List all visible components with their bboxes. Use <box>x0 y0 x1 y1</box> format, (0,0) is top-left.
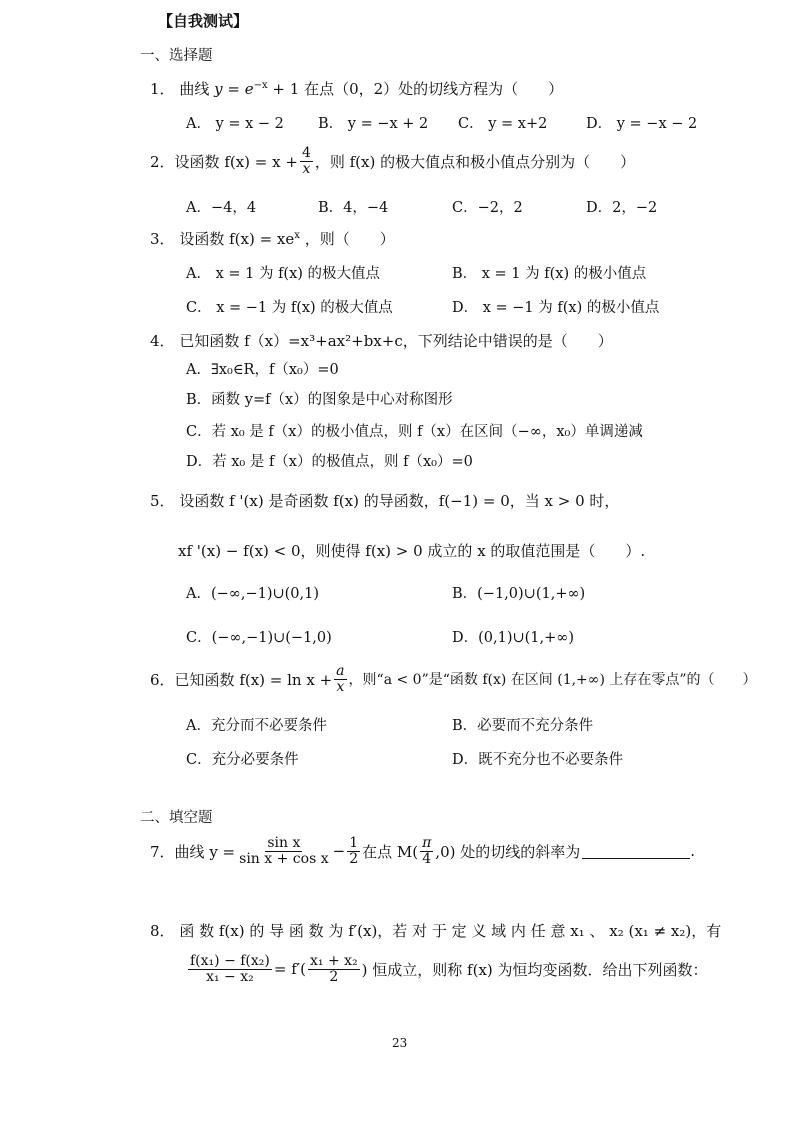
question-text: 曲线 y = <box>174 842 236 861</box>
page-number: 23 <box>392 1036 408 1050</box>
fraction-denominator: sin x + cos x <box>239 850 329 867</box>
question-5 <box>150 490 619 511</box>
question-8-line-2 <box>186 954 708 984</box>
math-expression: y = e <box>214 80 254 98</box>
question-6 <box>150 664 757 694</box>
option-c: C． y = x+2 <box>458 116 548 132</box>
fraction <box>188 954 272 984</box>
option-c: C． x = −1 为 f(x) 的极大值点 <box>186 300 393 316</box>
option-c: C．(−∞,−1)∪(−1,0) <box>186 630 332 646</box>
fraction <box>420 836 433 866</box>
option-a: A．−4，4 <box>186 200 257 216</box>
fraction-numerator: 4 <box>301 145 311 161</box>
option-a: A． y = x − 2 <box>186 116 284 132</box>
fraction-numerator: 1 <box>349 835 359 851</box>
fraction-numerator: a <box>336 663 345 679</box>
question-text: ，则 f(x) 的极大值点和极小值点分别为（ ） <box>314 152 636 171</box>
question-text: 已知函数 f(x) = ln x + <box>174 670 333 689</box>
question-2 <box>150 146 635 176</box>
question-3 <box>150 228 395 249</box>
question-text: 函 数 f(x) 的 导 函 数 为 f′(x)，若 对 于 定 义 域 内 任 意 x₁ 、 x₂ (x₁ ≠ x₂)，有 <box>179 922 722 940</box>
question-1 <box>150 78 563 99</box>
question-number: 7． <box>150 842 175 861</box>
option-c: C．若 x₀ 是 f（x）的极小值点，则 f（x）在区间（−∞，x₀）单调递减 <box>186 424 643 440</box>
question-number: 4． <box>150 332 175 350</box>
question-number: 8． <box>150 922 175 940</box>
question-number: 2． <box>150 152 175 171</box>
fraction-numerator: π <box>422 835 432 851</box>
option-d: D．(0,1)∪(1,+∞) <box>452 630 575 646</box>
option-a: A． x = 1 为 f(x) 的极大值点 <box>186 266 381 282</box>
question-5-line-2: xf '(x) − f(x) < 0，则使得 f(x) > 0 成立的 x 的取值范围是（ ）. <box>178 542 646 560</box>
fraction-numerator: x₁ + x₂ <box>310 953 358 969</box>
question-number: 6． <box>150 670 175 689</box>
fraction-denominator: x <box>336 678 345 695</box>
question-text: . <box>690 842 696 861</box>
option-d: D．既不充分也不必要条件 <box>452 752 624 768</box>
option-d: D． y = −x − 2 <box>586 116 698 132</box>
math-exponent: −x <box>253 80 268 91</box>
fraction <box>237 836 330 866</box>
section-heading-fill: 二、填空题 <box>140 810 213 826</box>
option-c: C．−2，2 <box>452 200 523 216</box>
question-number: 5． <box>150 492 175 510</box>
question-text: ，则“a < 0”是“函数 f(x) 在区间 (1,+∞) 上存在零点”的（ ） <box>348 672 757 689</box>
question-text: 已知函数 f（x）=x³+ax²+bx+c，下列结论中错误的是（ ） <box>179 332 613 350</box>
question-text: 设函数 f(x) = xe <box>179 230 295 248</box>
question-text: 设函数 f(x) = x + <box>174 152 298 171</box>
question-text: ) 恒成立，则称 f(x) 为恒均变函数．给出下列函数： <box>361 960 708 979</box>
fraction <box>347 836 360 866</box>
fraction-denominator: 2 <box>329 968 339 985</box>
fraction <box>334 664 346 694</box>
fraction-numerator: sin x <box>267 835 301 851</box>
option-d: D． x = −1 为 f(x) 的极小值点 <box>452 300 660 316</box>
option-b: B． y = −x + 2 <box>318 116 429 132</box>
question-text: 在点 M( <box>362 842 419 861</box>
option-c: C．充分必要条件 <box>186 752 299 768</box>
option-a: A．∃x₀∈R，f（x₀）=0 <box>186 362 339 378</box>
question-text: 曲线 <box>179 80 210 98</box>
fraction <box>300 146 313 176</box>
option-b: B． x = 1 为 f(x) 的极小值点 <box>452 266 647 282</box>
question-text: ,0) 处的切线的斜率为 <box>435 842 581 861</box>
answer-blank[interactable] <box>582 844 690 859</box>
fraction-denominator: 2 <box>349 850 359 867</box>
question-text: 在点（0，2）处的切线方程为（ ） <box>304 80 564 98</box>
option-d: D．2，−2 <box>586 200 658 216</box>
option-a: A．(−∞,−1)∪(0,1) <box>186 586 320 602</box>
fraction-denominator: x <box>302 160 311 177</box>
option-b: B．函数 y=f（x）的图象是中心对称图形 <box>186 392 453 408</box>
question-7 <box>150 836 695 866</box>
question-text: ，则（ ） <box>304 230 395 248</box>
fraction <box>308 954 360 984</box>
math-expression: + 1 <box>267 80 300 98</box>
fraction-denominator: 4 <box>422 850 432 867</box>
fraction-denominator: x₁ − x₂ <box>206 968 254 985</box>
question-text: 设函数 f '(x) 是奇函数 f(x) 的导函数，f(−1) = 0，当 x > 0 时， <box>179 492 620 510</box>
option-d: D．若 x₀ 是 f（x）的极值点，则 f（x₀）=0 <box>186 454 473 470</box>
math-exponent: x <box>294 230 300 241</box>
section-heading-choice: 一、选择题 <box>140 48 213 64</box>
fraction-numerator: f(x₁) − f(x₂) <box>190 953 270 969</box>
math-expression: = f′( <box>273 960 307 979</box>
option-b: B．必要而不充分条件 <box>452 718 594 734</box>
option-b: B．(−1,0)∪(1,+∞) <box>452 586 586 602</box>
question-number: 1． <box>150 80 175 98</box>
question-8 <box>150 920 721 941</box>
question-number: 3． <box>150 230 175 248</box>
option-a: A．充分而不必要条件 <box>186 718 327 734</box>
section-title: 【自我测试】 <box>158 12 249 30</box>
option-b: B．4，−4 <box>318 200 389 216</box>
math-operator: − <box>332 842 346 861</box>
question-4 <box>150 330 613 351</box>
